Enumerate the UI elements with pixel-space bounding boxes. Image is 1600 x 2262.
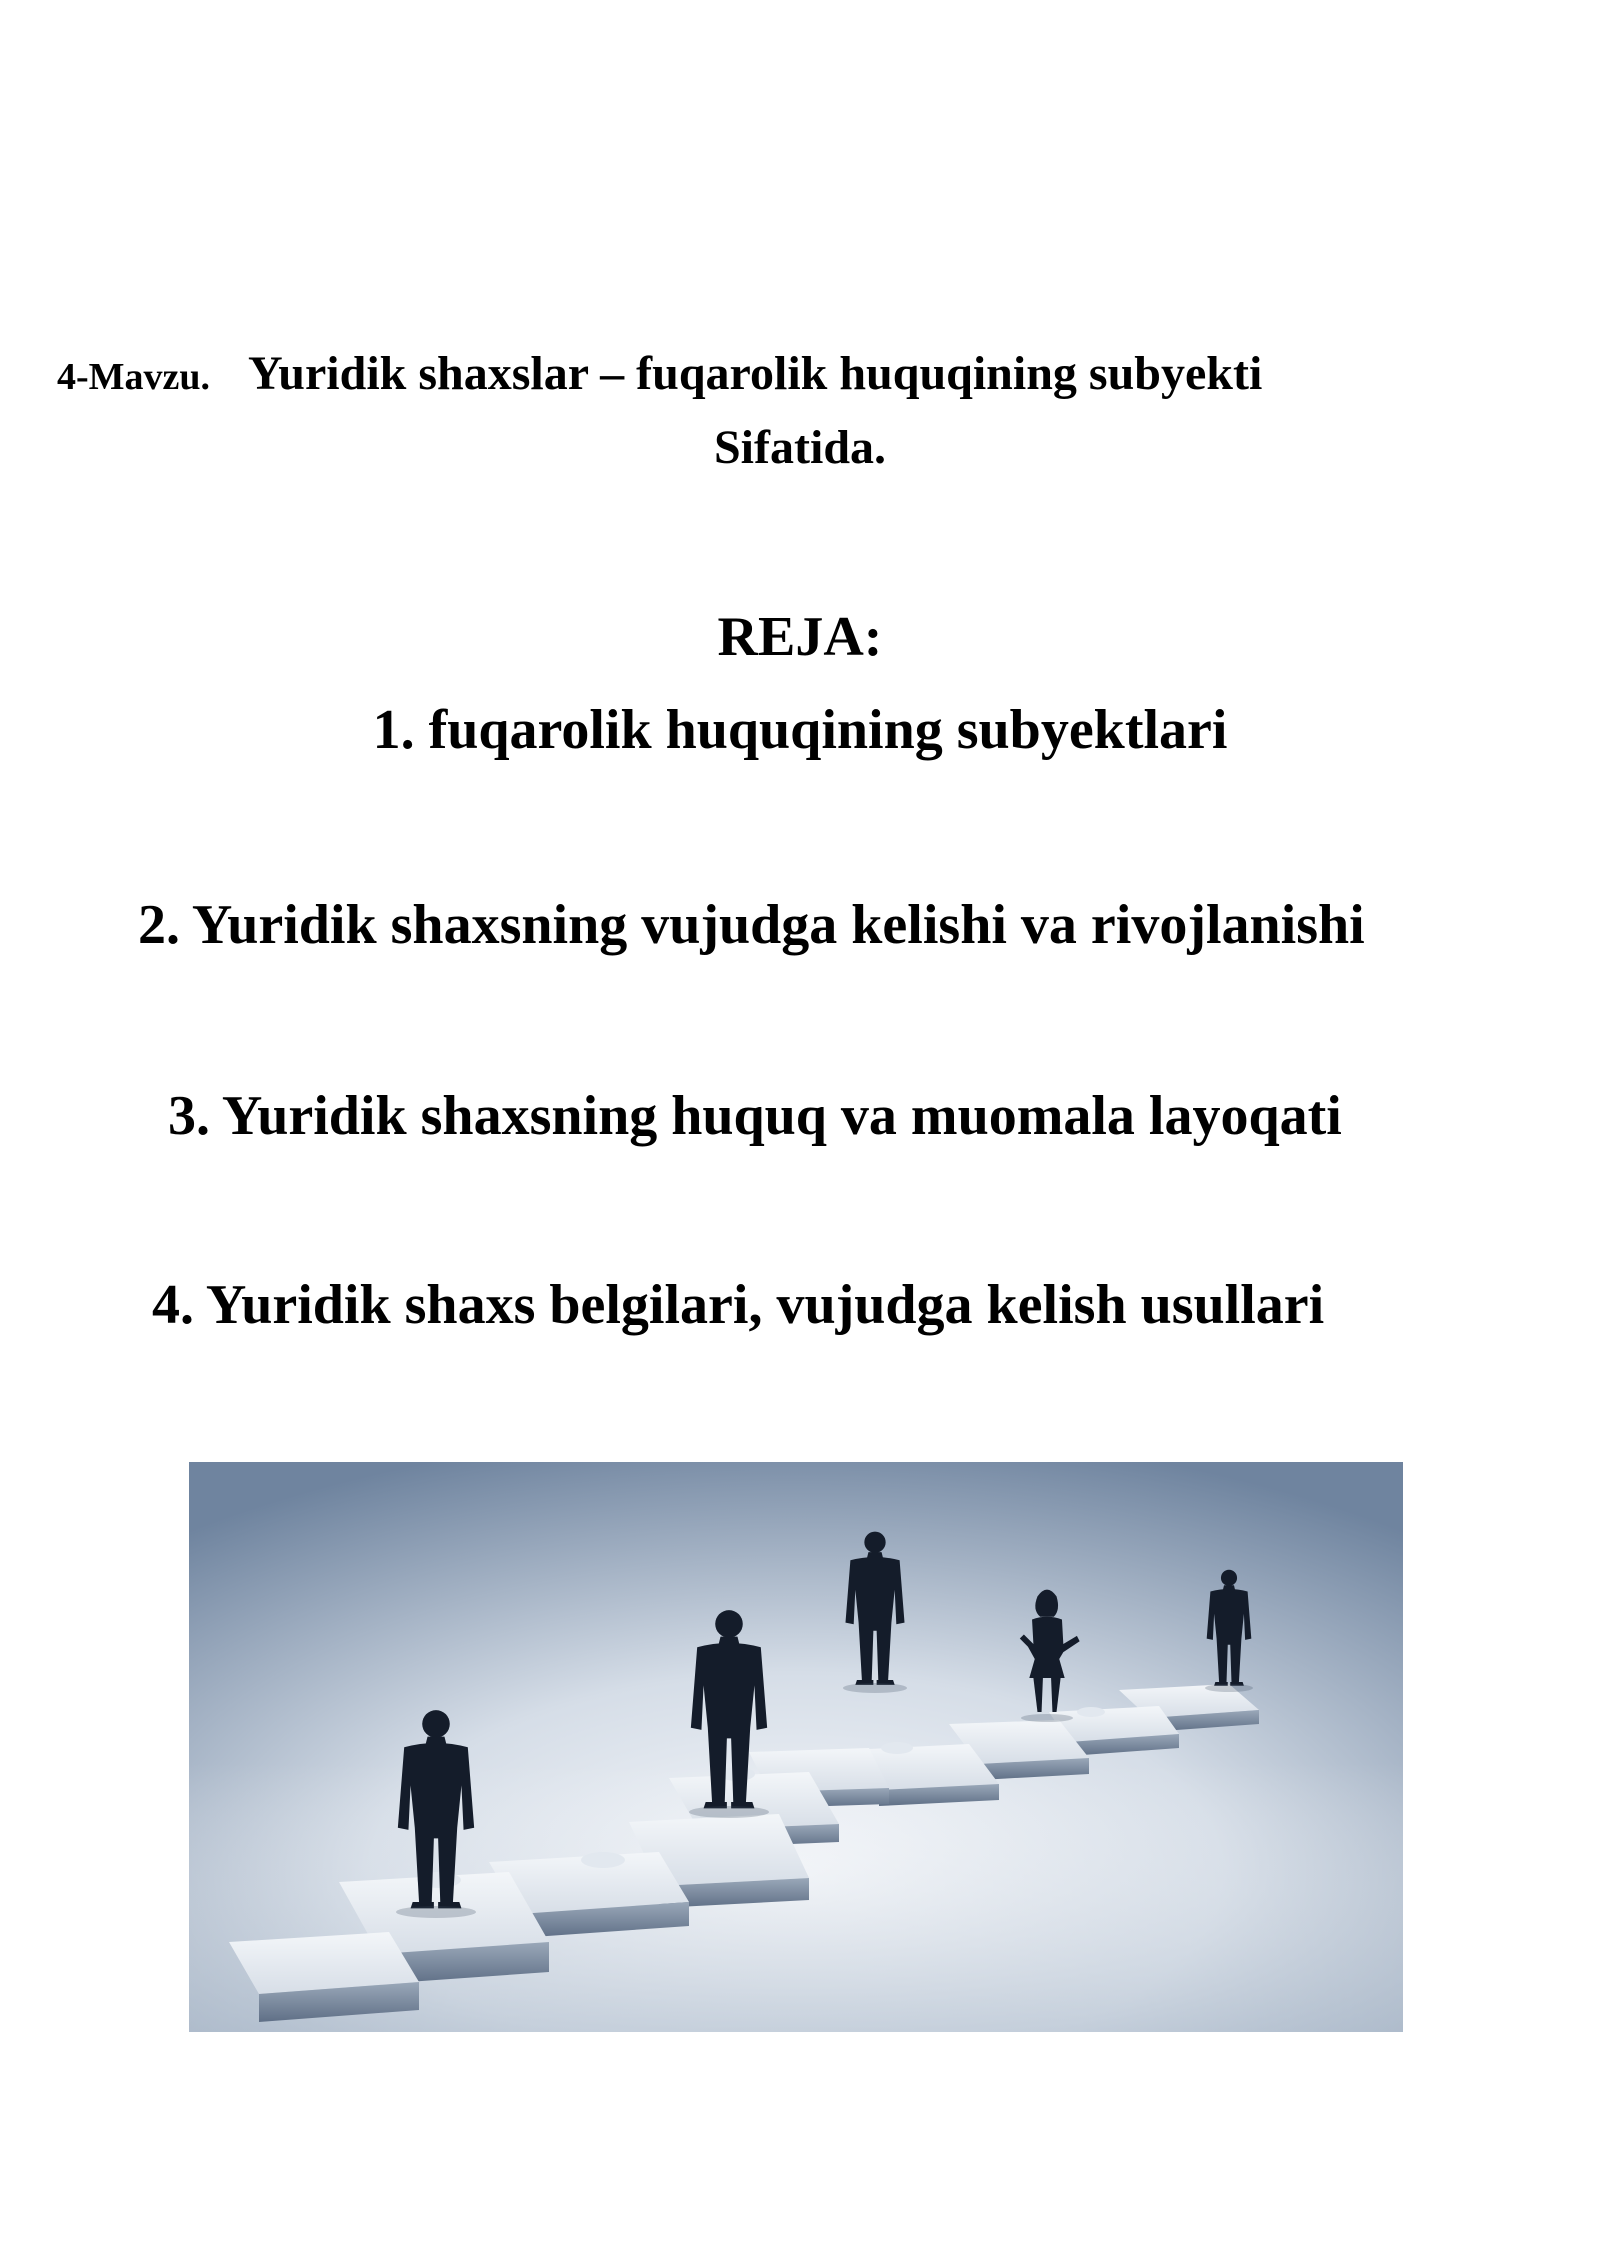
plan-item-4: 4. Yuridik shaxs belgilari, vujudga kelish usullari	[152, 1274, 1325, 1336]
plan-heading: REJA:	[717, 606, 883, 668]
topic-number-label: 4-Mavzu.	[57, 356, 211, 398]
plan-item-2: 2. Yuridik shaxsning vujudga kelishi va rivojlanishi	[138, 894, 1365, 956]
topic-title: Yuridik shaxslar – fuqarolik huquqining subyekti	[248, 347, 1263, 400]
topic-title-line	[57, 344, 1557, 407]
business-people-puzzle-illustration	[189, 1462, 1403, 2032]
topic-title-continuation: Sifatida.	[713, 421, 887, 474]
plan-item-1: 1. fuqarolik huquqining subyektlari	[372, 699, 1228, 761]
plan-item-3: 3. Yuridik shaxsning huquq va muomala layoqati	[168, 1085, 1342, 1147]
